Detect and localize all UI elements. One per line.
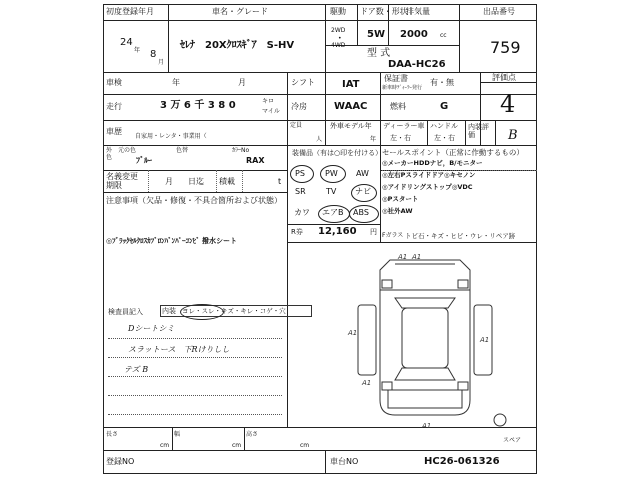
model-code: DAA-HC26: [388, 59, 446, 70]
v-line: [216, 170, 217, 192]
score-label: 評価点: [492, 73, 516, 82]
color-original-value: ﾌﾞﾙｰ: [136, 156, 152, 165]
glass-label: Fガラス: [382, 232, 404, 239]
reg-year-suffix: 年: [134, 47, 141, 54]
dealer-label: ディーラー車: [383, 122, 425, 130]
svg-text:A1: A1: [348, 329, 358, 337]
inspection-label: 車検: [106, 78, 122, 87]
svg-text:A1: A1: [422, 422, 432, 430]
name-change-day: 日迄: [188, 177, 204, 186]
reg-year: 24: [120, 37, 133, 48]
warranty-label: 保証書: [384, 74, 408, 83]
sales-point-item: ◎左右Pスライドドア◎キセノン: [382, 171, 476, 179]
notes-text: ◎ﾌﾞﾗｯｸｾﾙｸﾛｽｶﾌﾞﾛﾝﾊﾞﾝﾊﾟｰｺﾝﾋﾞ 撥水シート: [106, 237, 238, 245]
v-line: [495, 120, 496, 145]
v-line: [325, 72, 326, 145]
mileage-unit-km: キロ: [262, 98, 275, 105]
chassis-label: 車台NO: [330, 457, 359, 466]
handle-value: 左・右: [434, 134, 455, 142]
height-unit: cm: [300, 442, 310, 449]
equip-pw: PW: [325, 169, 338, 178]
r-label: R券: [291, 228, 303, 236]
equip-aw: AW: [356, 169, 369, 178]
circle-mark: [290, 165, 314, 183]
name-change-month: 月: [165, 177, 173, 186]
v-line: [172, 427, 173, 450]
drive-2wd: 2WD: [331, 27, 346, 34]
v-line: [357, 4, 358, 46]
fuel-label: 燃料: [390, 102, 406, 111]
dealer-value: 左・右: [390, 134, 411, 142]
shift-value: IAT: [342, 79, 360, 90]
color-changed-label: 色替: [176, 147, 189, 154]
reg-month-suffix: 月: [158, 59, 165, 66]
width-label: 幅: [174, 431, 181, 438]
equip-abs: ABS: [353, 208, 369, 217]
drive-label: 駆動: [330, 7, 346, 16]
note-line: [108, 338, 282, 339]
length-label: 長さ: [106, 431, 119, 438]
color-no-label: ｶﾗｰNo: [232, 147, 250, 154]
note-line: [108, 395, 282, 396]
cooling-value: WAAC: [334, 101, 368, 112]
sales-points-label: セールスポイント（正常に作動するもの）: [382, 148, 524, 157]
drive-dot: •: [338, 35, 342, 42]
lot-number: 759: [490, 38, 521, 57]
history-label: 車歴: [106, 127, 122, 136]
svg-text:A1: A1: [398, 253, 408, 261]
glass-value: トビ石・キズ・ヒビ・ウレ・リペア跡: [405, 232, 516, 240]
note-line: [108, 357, 282, 358]
v-line: [168, 4, 169, 72]
inspector-interior-label: 内装: [162, 307, 176, 315]
v-line: [380, 72, 381, 242]
equip-tv: TV: [326, 187, 337, 196]
shift-label: シフト: [291, 78, 315, 87]
equip-navi: ナビ: [355, 187, 371, 196]
v-line: [325, 4, 326, 72]
door-label: ドア数・形状: [360, 7, 408, 16]
width-unit: cm: [232, 442, 242, 449]
load-label: 積載: [219, 177, 235, 186]
circle-mark: [318, 205, 350, 223]
name-change-label: 名義変更期限: [106, 172, 138, 190]
load-unit: t: [278, 177, 282, 186]
h-line: [480, 82, 537, 83]
mileage-value: 3 万 6 千 3 8 0: [160, 100, 236, 111]
sales-point-item: ◎Pスタート: [382, 195, 419, 203]
reg-no-label: 登録NO: [106, 457, 135, 466]
equip-ps: PS: [295, 169, 305, 178]
v-line: [148, 170, 149, 192]
svg-text:A1: A1: [362, 379, 372, 387]
r-unit: 円: [370, 228, 377, 236]
color-label: 外色: [106, 147, 113, 161]
inspection-year: 年: [172, 78, 180, 87]
v-line: [427, 120, 428, 145]
h-line: [287, 224, 380, 225]
inspector-interior-options: ヨレ・スレ・キズ・キレ・コゲ・穴: [182, 307, 286, 315]
r-value: 12,160: [318, 226, 357, 237]
inspection-month: 月: [238, 78, 246, 87]
note-line: [108, 414, 282, 415]
chassis-value: HC26-061326: [424, 456, 500, 467]
v-line: [325, 450, 326, 474]
length-unit: cm: [160, 442, 170, 449]
displacement-value: 2000: [400, 29, 428, 40]
displacement-unit: cc: [440, 32, 447, 39]
sales-point-item: ◎メーカーHDDナビ，B/モニター: [382, 159, 483, 167]
model-label: 型 式: [367, 48, 391, 59]
equipment-label: 装備品（有は○印を付ける）: [292, 149, 383, 157]
fuel-value: G: [440, 101, 449, 112]
v-line: [465, 120, 466, 145]
reg-month: 8: [150, 49, 157, 60]
interior-label: 内装評価: [468, 123, 489, 140]
capacity-unit: 人: [316, 136, 323, 143]
h-line: [103, 145, 537, 146]
spare-label: スペア: [503, 437, 522, 444]
warranty-sub: 新車時ﾃﾞｨｰﾗｰ発行: [382, 85, 423, 91]
circle-mark: [320, 165, 346, 183]
color-original-label: 元の色: [118, 147, 137, 154]
door-value: 5W: [367, 29, 385, 40]
h-line: [103, 72, 537, 73]
v-line: [242, 170, 243, 192]
inspector-note: Dシートシミ: [128, 324, 175, 333]
car-diagram: [340, 250, 510, 430]
v-line: [244, 427, 245, 450]
v-line: [459, 4, 460, 72]
mileage-unit-mile: マイル: [262, 108, 280, 115]
import-unit: 年: [370, 136, 377, 143]
equip-leather: カワ: [294, 208, 310, 217]
h-line: [103, 170, 287, 171]
h-line: [103, 192, 287, 193]
note-line: [108, 376, 282, 377]
car-name: ｾﾚﾅ 20Xｸﾛｽｷﾞｱ S-HV: [180, 40, 295, 51]
h-line: [103, 450, 537, 451]
h-line: [287, 242, 537, 243]
svg-text:A1: A1: [412, 253, 422, 261]
sales-point-item: ◎アイドリングストップ◎VDC: [382, 183, 473, 191]
height-label: 高さ: [246, 431, 259, 438]
notes-label: 注意事項（欠品・修復・不具合箇所および状態）: [106, 196, 282, 205]
h-line: [103, 94, 537, 95]
lot-label: 出品番号: [483, 7, 515, 16]
warranty-value: 有・無: [430, 78, 454, 87]
inspector-note: スラットース 下Rけりしし: [128, 345, 230, 354]
first-reg-label: 初度登録年月: [106, 7, 154, 16]
history-options: 自家用・レンタ・事業用（: [135, 133, 207, 140]
cooling-label: 冷房: [291, 102, 307, 111]
circle-mark: [180, 304, 224, 320]
circle-mark: [349, 205, 379, 223]
inspector-label: 検査員記入: [108, 308, 143, 316]
score-value: 4: [500, 90, 516, 118]
h-line: [103, 120, 537, 121]
handle-label: ハンドル: [430, 122, 458, 130]
sales-point-item: ◎社外AW: [382, 207, 413, 215]
capacity-label: 定員: [290, 122, 303, 129]
mileage-label: 走行: [106, 102, 122, 111]
v-line: [287, 72, 288, 427]
import-label: 外車モデル年: [330, 122, 372, 130]
equip-sr: SR: [295, 187, 306, 196]
displacement-label: 排気量: [406, 7, 430, 16]
equip-airbag: エアB: [322, 208, 344, 217]
color-no-value: RAX: [246, 156, 265, 165]
circle-mark: [351, 184, 377, 202]
interior-value: B: [508, 128, 518, 143]
car-name-label: 車名・グレード: [212, 7, 268, 16]
inspector-note: テズ B: [124, 365, 149, 374]
svg-text:A1: A1: [480, 336, 490, 344]
drive-4wd: 4WD: [331, 42, 346, 49]
